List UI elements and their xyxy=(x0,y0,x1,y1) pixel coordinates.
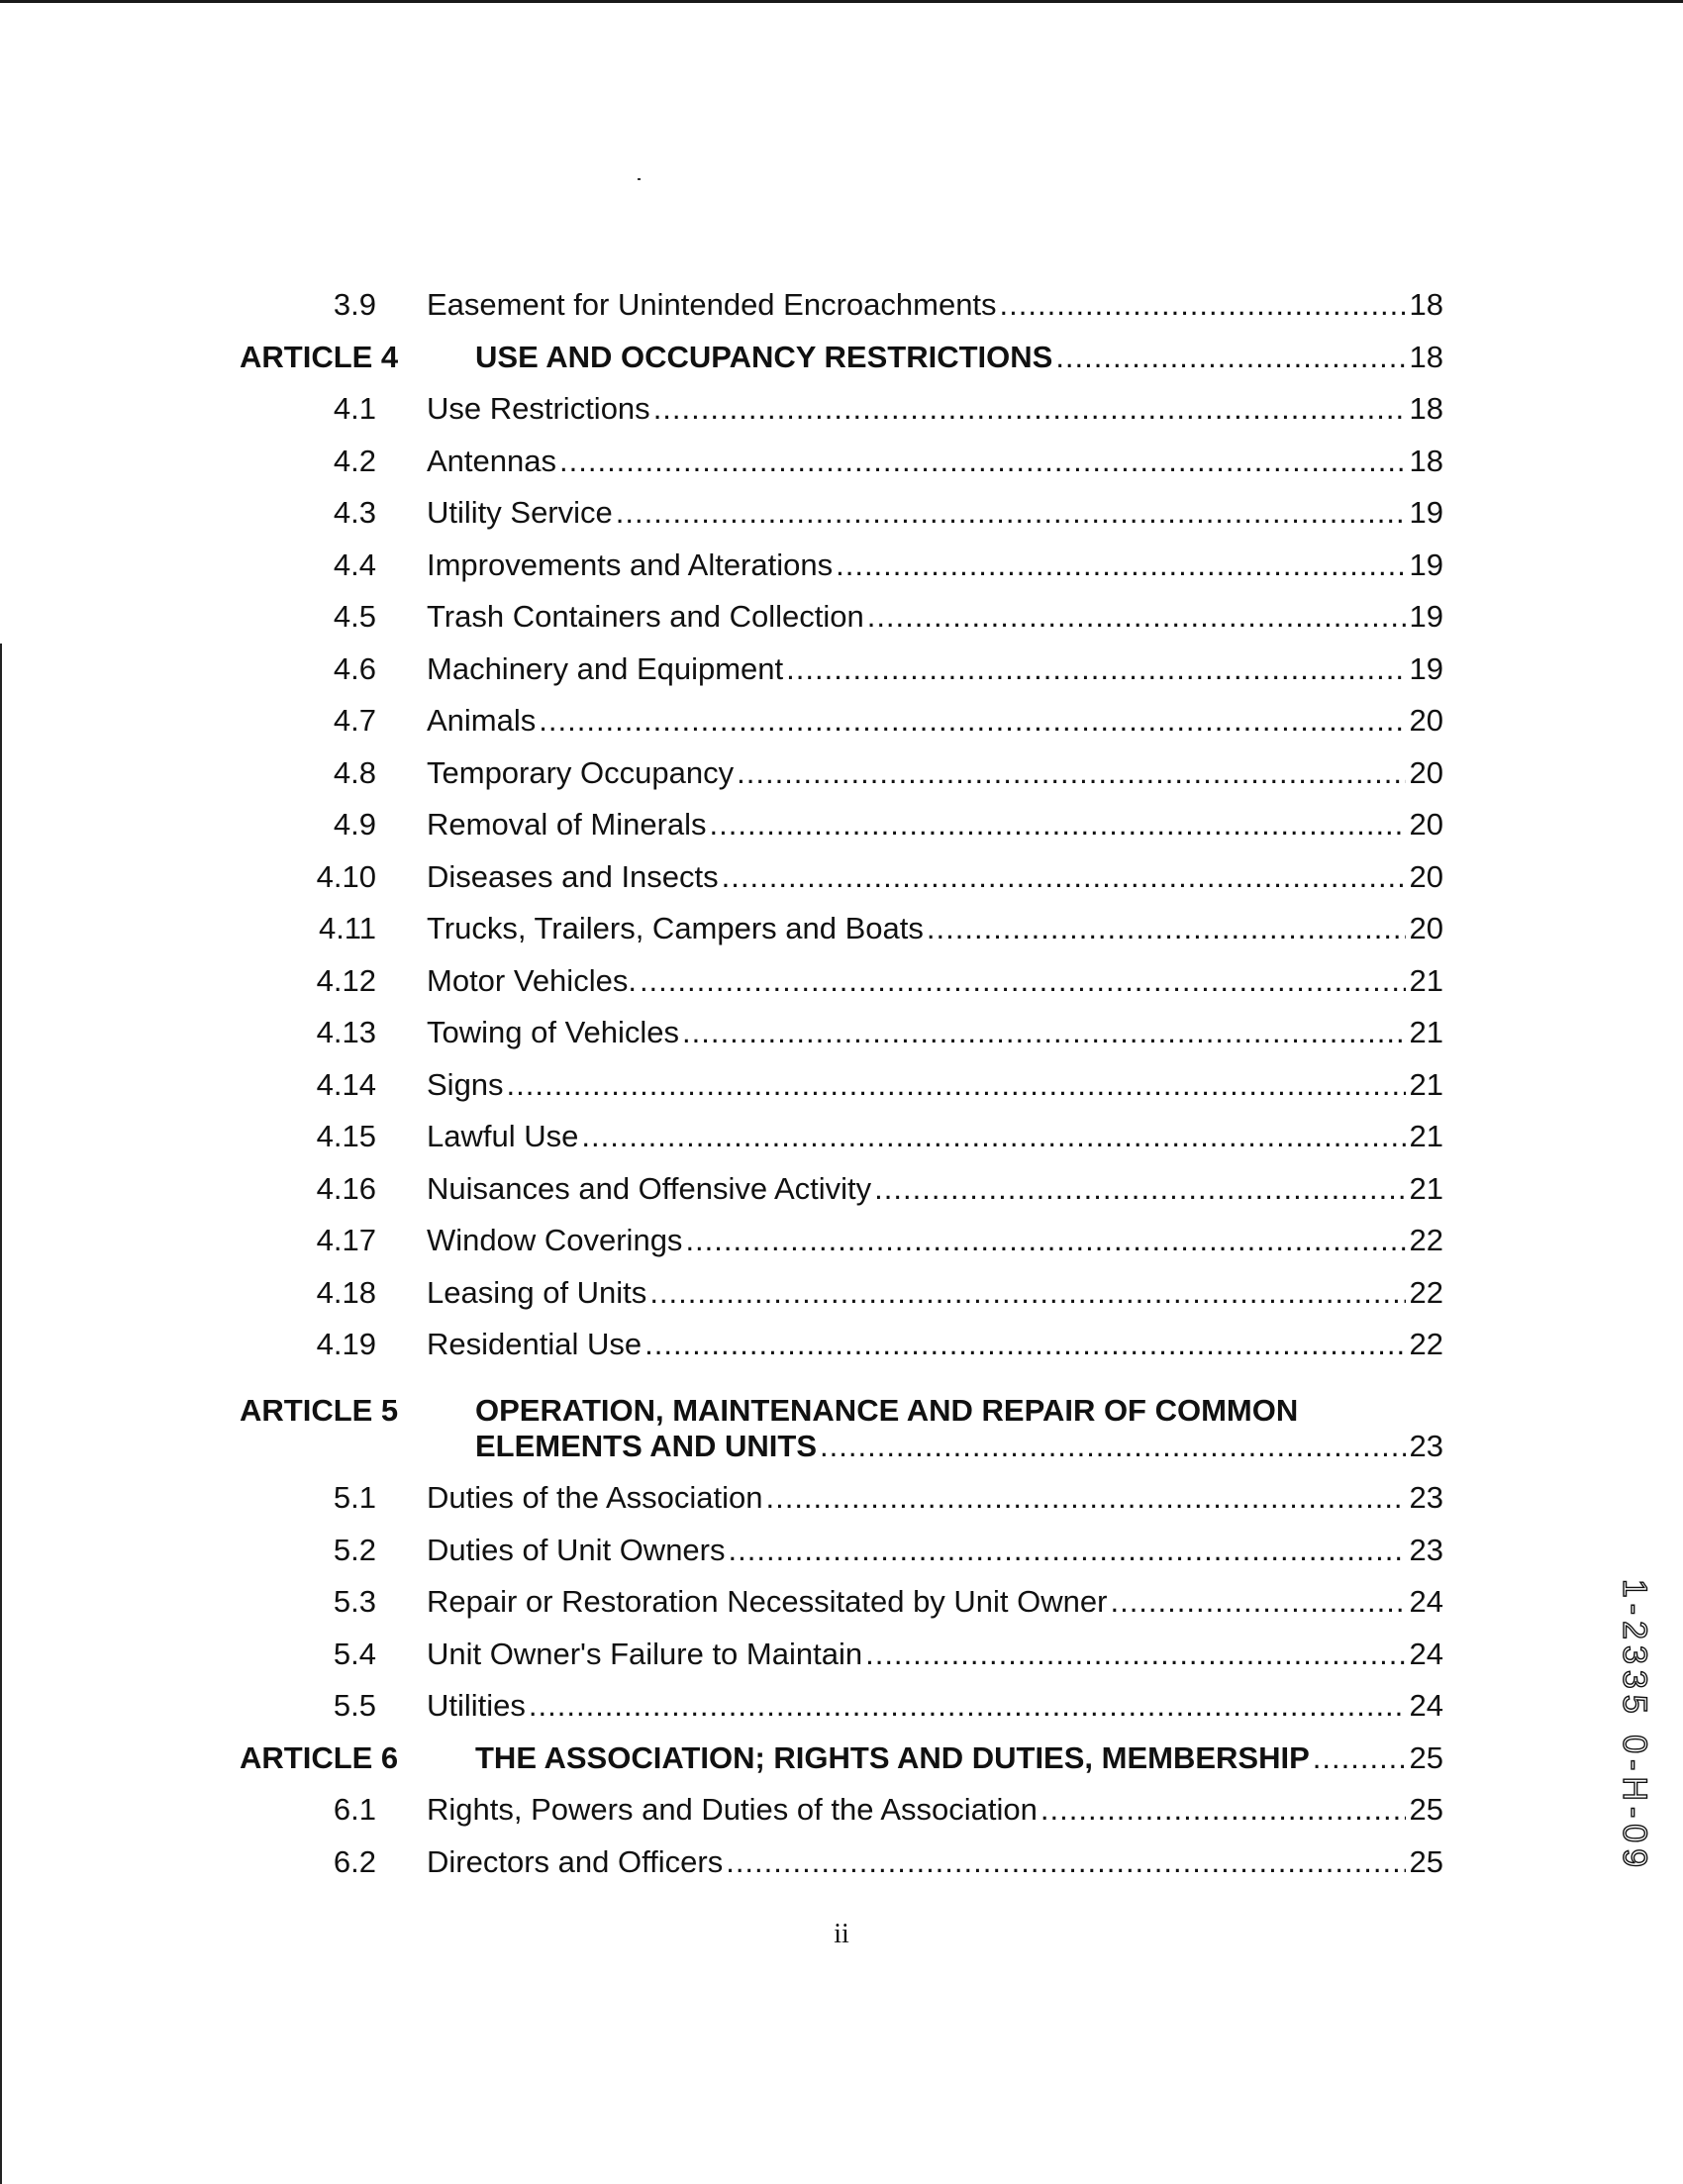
dot-leader xyxy=(529,1688,1406,1724)
toc-page-number: 19 xyxy=(1409,650,1443,686)
toc-entry-title: Towing of Vehicles xyxy=(427,1015,680,1049)
toc-entry xyxy=(427,859,1443,895)
dot-leader xyxy=(644,1327,1405,1362)
toc-entry-title: Diseases and Insects xyxy=(427,858,719,894)
toc-entry-title: Duties of the Association xyxy=(427,1480,763,1515)
dot-leader xyxy=(539,703,1405,739)
toc-entry xyxy=(427,444,1443,479)
dot-leader xyxy=(649,1275,1405,1311)
toc-article-label: ARTICLE 5 xyxy=(240,1392,399,1428)
toc-section-number: 4.13 xyxy=(316,1015,376,1049)
dot-leader xyxy=(682,1015,1405,1050)
toc-section-number: 5.1 xyxy=(333,1480,376,1515)
toc-section-row xyxy=(0,1844,1683,1880)
toc-page-number: 22 xyxy=(1409,1274,1443,1310)
toc-entry-title: Rights, Powers and Duties of the Association xyxy=(427,1792,1038,1827)
toc-entry-title: Leasing of Units xyxy=(427,1274,647,1310)
document-stamp-text: 1-2335 0-H-09 xyxy=(1616,1578,1654,1873)
toc-entry xyxy=(427,807,1443,843)
toc-section-number: 4.12 xyxy=(316,962,376,998)
toc-section-row xyxy=(0,911,1683,946)
toc-entry-title: Utility Service xyxy=(427,495,613,530)
toc-entry-title: USE AND OCCUPANCY RESTRICTIONS xyxy=(475,339,1053,374)
dot-leader xyxy=(729,1533,1406,1568)
toc-page-number: 25 xyxy=(1409,1739,1443,1775)
toc-section-row xyxy=(0,807,1683,843)
dot-leader xyxy=(685,1223,1405,1258)
toc-entry-title: Residential Use xyxy=(427,1327,643,1361)
dot-leader xyxy=(874,1171,1405,1207)
toc-page-number: 21 xyxy=(1409,1170,1443,1206)
document-stamp xyxy=(1607,1578,1662,1873)
toc-section-row xyxy=(0,859,1683,895)
toc-page-number: 25 xyxy=(1409,1792,1443,1827)
toc-section-row xyxy=(0,1015,1683,1050)
toc-section-row xyxy=(0,1688,1683,1724)
toc-section-row xyxy=(0,1119,1683,1154)
toc-page-number: 23 xyxy=(1409,1428,1443,1463)
toc-section-number: 4.18 xyxy=(316,1274,376,1310)
toc-section-number: 5.3 xyxy=(333,1584,376,1619)
toc-entry xyxy=(427,391,1443,427)
dot-leader xyxy=(1000,287,1406,323)
toc-entry-title: Lawful Use xyxy=(427,1119,579,1153)
toc-section-number: 4.17 xyxy=(316,1223,376,1257)
toc-page-number: 24 xyxy=(1409,1688,1443,1723)
dot-leader xyxy=(710,807,1406,843)
toc-article-title-line1: OPERATION, MAINTENANCE AND REPAIR OF COMMON xyxy=(475,1392,1299,1428)
toc-entry xyxy=(475,340,1443,375)
toc-article-label: ARTICLE 4 xyxy=(240,339,399,374)
toc-page-number: 24 xyxy=(1409,1584,1443,1619)
toc-section-number: 4.1 xyxy=(333,391,376,426)
toc-entry xyxy=(427,1067,1443,1103)
dot-leader xyxy=(865,1637,1405,1672)
toc-section-number: 4.9 xyxy=(333,807,376,842)
toc-section-number: 4.16 xyxy=(316,1170,376,1206)
toc-page-number: 24 xyxy=(1409,1636,1443,1671)
toc-entry-title: ELEMENTS AND UNITS xyxy=(475,1428,818,1463)
toc-entry xyxy=(427,963,1443,999)
toc-entry xyxy=(427,1223,1443,1258)
toc-section-number: 4.3 xyxy=(333,495,376,530)
toc-entry xyxy=(427,547,1443,583)
toc-section-row xyxy=(0,1792,1683,1828)
dot-leader xyxy=(726,1844,1405,1880)
toc-entry-title: Duties of Unit Owners xyxy=(427,1532,726,1567)
toc-entry-title: Directors and Officers xyxy=(427,1843,724,1879)
dot-leader xyxy=(640,963,1406,999)
dot-leader xyxy=(722,859,1406,895)
dot-leader xyxy=(867,599,1406,635)
toc-section-row xyxy=(0,1067,1683,1103)
dot-leader xyxy=(1040,1792,1406,1828)
toc-section-row xyxy=(0,703,1683,739)
dot-leader xyxy=(786,651,1405,687)
toc-entry-title: Utilities xyxy=(427,1688,526,1723)
toc-entry-title: Removal of Minerals xyxy=(427,807,707,842)
toc-section-row xyxy=(0,1533,1683,1568)
toc-entry xyxy=(427,1327,1443,1362)
toc-section-number: 6.1 xyxy=(333,1792,376,1827)
dot-leader xyxy=(1313,1740,1406,1776)
toc-page-number: 19 xyxy=(1409,495,1443,530)
toc-entry xyxy=(427,755,1443,791)
toc-section-number: 4.4 xyxy=(333,546,376,582)
toc-page-number: 21 xyxy=(1409,1066,1443,1102)
toc-section-number: 5.4 xyxy=(333,1636,376,1671)
dot-leader xyxy=(616,495,1406,531)
toc-section-number: 3.9 xyxy=(333,287,376,322)
toc-section-row xyxy=(0,444,1683,479)
toc-section-number: 4.7 xyxy=(333,703,376,738)
dot-leader xyxy=(737,755,1405,791)
toc-section-number: 6.2 xyxy=(333,1843,376,1879)
toc-entry xyxy=(427,1637,1443,1672)
dot-leader xyxy=(507,1067,1406,1103)
toc-entry xyxy=(475,1429,1443,1464)
toc-page-number: 19 xyxy=(1409,546,1443,582)
toc-page-number: 18 xyxy=(1409,339,1443,374)
toc-entry xyxy=(427,1119,1443,1154)
toc-page-number: 18 xyxy=(1409,391,1443,426)
toc-section-row xyxy=(0,1171,1683,1207)
dot-leader xyxy=(927,911,1406,946)
dot-leader xyxy=(820,1429,1405,1464)
toc-page-number: 23 xyxy=(1409,1480,1443,1515)
toc-entry xyxy=(427,1480,1443,1516)
dot-leader xyxy=(765,1480,1405,1516)
toc-section-number: 4.2 xyxy=(333,443,376,478)
toc-entry-title: Improvements and Alterations xyxy=(427,546,834,582)
toc-entry xyxy=(427,495,1443,531)
toc-section-number: 4.14 xyxy=(316,1066,376,1102)
toc-section-row xyxy=(0,391,1683,427)
toc-section-number: 4.6 xyxy=(333,650,376,686)
toc-section-number: 5.2 xyxy=(333,1532,376,1567)
toc-section-row xyxy=(0,1584,1683,1620)
dot-leader xyxy=(1110,1584,1405,1620)
toc-section-row xyxy=(0,963,1683,999)
toc-entry-title: Nuisances and Offensive Activity xyxy=(427,1170,872,1206)
toc-page-number: 18 xyxy=(1409,443,1443,478)
toc-entry xyxy=(427,1844,1443,1880)
toc-page-number: 19 xyxy=(1409,599,1443,634)
toc-entry-title: Trucks, Trailers, Campers and Boats xyxy=(427,911,924,945)
toc-entry xyxy=(427,287,1443,323)
toc-page-number: 18 xyxy=(1409,287,1443,322)
toc-section-row xyxy=(0,599,1683,635)
toc-page-number: 21 xyxy=(1409,962,1443,998)
toc-entry xyxy=(427,599,1443,635)
toc-page-number: 20 xyxy=(1409,911,1443,945)
toc-section-row xyxy=(0,1327,1683,1362)
toc-page-number: 21 xyxy=(1409,1015,1443,1049)
toc-article-row xyxy=(0,340,1683,375)
toc-entry xyxy=(427,703,1443,739)
toc-section-number: 4.11 xyxy=(318,911,376,945)
toc-page-number: 20 xyxy=(1409,807,1443,842)
dot-leader xyxy=(559,444,1406,479)
toc-section-row xyxy=(0,1637,1683,1672)
dot-leader xyxy=(836,547,1405,583)
dot-leader xyxy=(653,391,1406,427)
toc-section-row xyxy=(0,287,1683,323)
toc-entry-title: THE ASSOCIATION; RIGHTS AND DUTIES, MEMBERSHIP xyxy=(475,1739,1310,1775)
toc-entry xyxy=(427,1275,1443,1311)
toc-page-number: 25 xyxy=(1409,1843,1443,1879)
toc-section-row xyxy=(0,1275,1683,1311)
toc-page-number: 20 xyxy=(1409,703,1443,738)
toc-section-number: 5.5 xyxy=(333,1688,376,1723)
toc-page-number: 22 xyxy=(1409,1223,1443,1257)
toc-section-row xyxy=(0,651,1683,687)
toc-section-row xyxy=(0,1480,1683,1516)
toc-entry-title: Machinery and Equipment xyxy=(427,650,784,686)
toc-section-number: 4.19 xyxy=(316,1327,376,1361)
toc-entry-title: Window Coverings xyxy=(427,1223,683,1257)
toc-section-row xyxy=(0,755,1683,791)
scan-speck xyxy=(638,178,641,180)
toc-entry-title: Repair or Restoration Necessitated by Unit Owner xyxy=(427,1584,1108,1619)
toc-entry xyxy=(475,1740,1443,1776)
toc-entry-title: Trash Containers and Collection xyxy=(427,599,864,634)
toc-entry-title: Motor Vehicles. xyxy=(427,962,637,998)
toc-entry xyxy=(427,651,1443,687)
toc-article-label: ARTICLE 6 xyxy=(240,1739,399,1775)
toc-entry-title: Antennas xyxy=(427,443,556,478)
toc-section-row xyxy=(0,495,1683,531)
toc-entry xyxy=(427,1171,1443,1207)
toc-page-number: 20 xyxy=(1409,754,1443,790)
dot-leader xyxy=(1055,340,1405,375)
toc-entry xyxy=(427,1688,1443,1724)
toc-entry-title: Unit Owner's Failure to Maintain xyxy=(427,1636,863,1671)
toc-section-number: 4.15 xyxy=(316,1119,376,1153)
toc-section-number: 4.5 xyxy=(333,599,376,634)
page-number: ii xyxy=(834,1919,849,1949)
toc-section-number: 4.8 xyxy=(333,754,376,790)
toc-entry-title: Easement for Unintended Encroachments xyxy=(427,287,997,322)
dot-leader xyxy=(581,1119,1405,1154)
toc-article-row xyxy=(0,1392,1683,1463)
toc-entry xyxy=(427,1584,1443,1620)
toc-entry-title: Temporary Occupancy xyxy=(427,754,735,790)
toc-section-row xyxy=(0,1223,1683,1258)
toc-entry xyxy=(427,1792,1443,1828)
toc-entry xyxy=(427,911,1443,946)
toc-article-row xyxy=(0,1740,1683,1776)
toc-entry xyxy=(427,1533,1443,1568)
toc-page-number: 22 xyxy=(1409,1327,1443,1361)
toc-entry xyxy=(427,1015,1443,1050)
toc-page-number: 23 xyxy=(1409,1532,1443,1567)
toc-page-number: 20 xyxy=(1409,858,1443,894)
toc-page-number: 21 xyxy=(1409,1119,1443,1153)
toc-section-row xyxy=(0,547,1683,583)
toc-section-number: 4.10 xyxy=(316,858,376,894)
toc-entry-title: Animals xyxy=(427,703,537,738)
toc-entry-title: Use Restrictions xyxy=(427,391,650,426)
scan-edge-top xyxy=(0,0,1683,3)
toc-entry-title: Signs xyxy=(427,1066,504,1102)
